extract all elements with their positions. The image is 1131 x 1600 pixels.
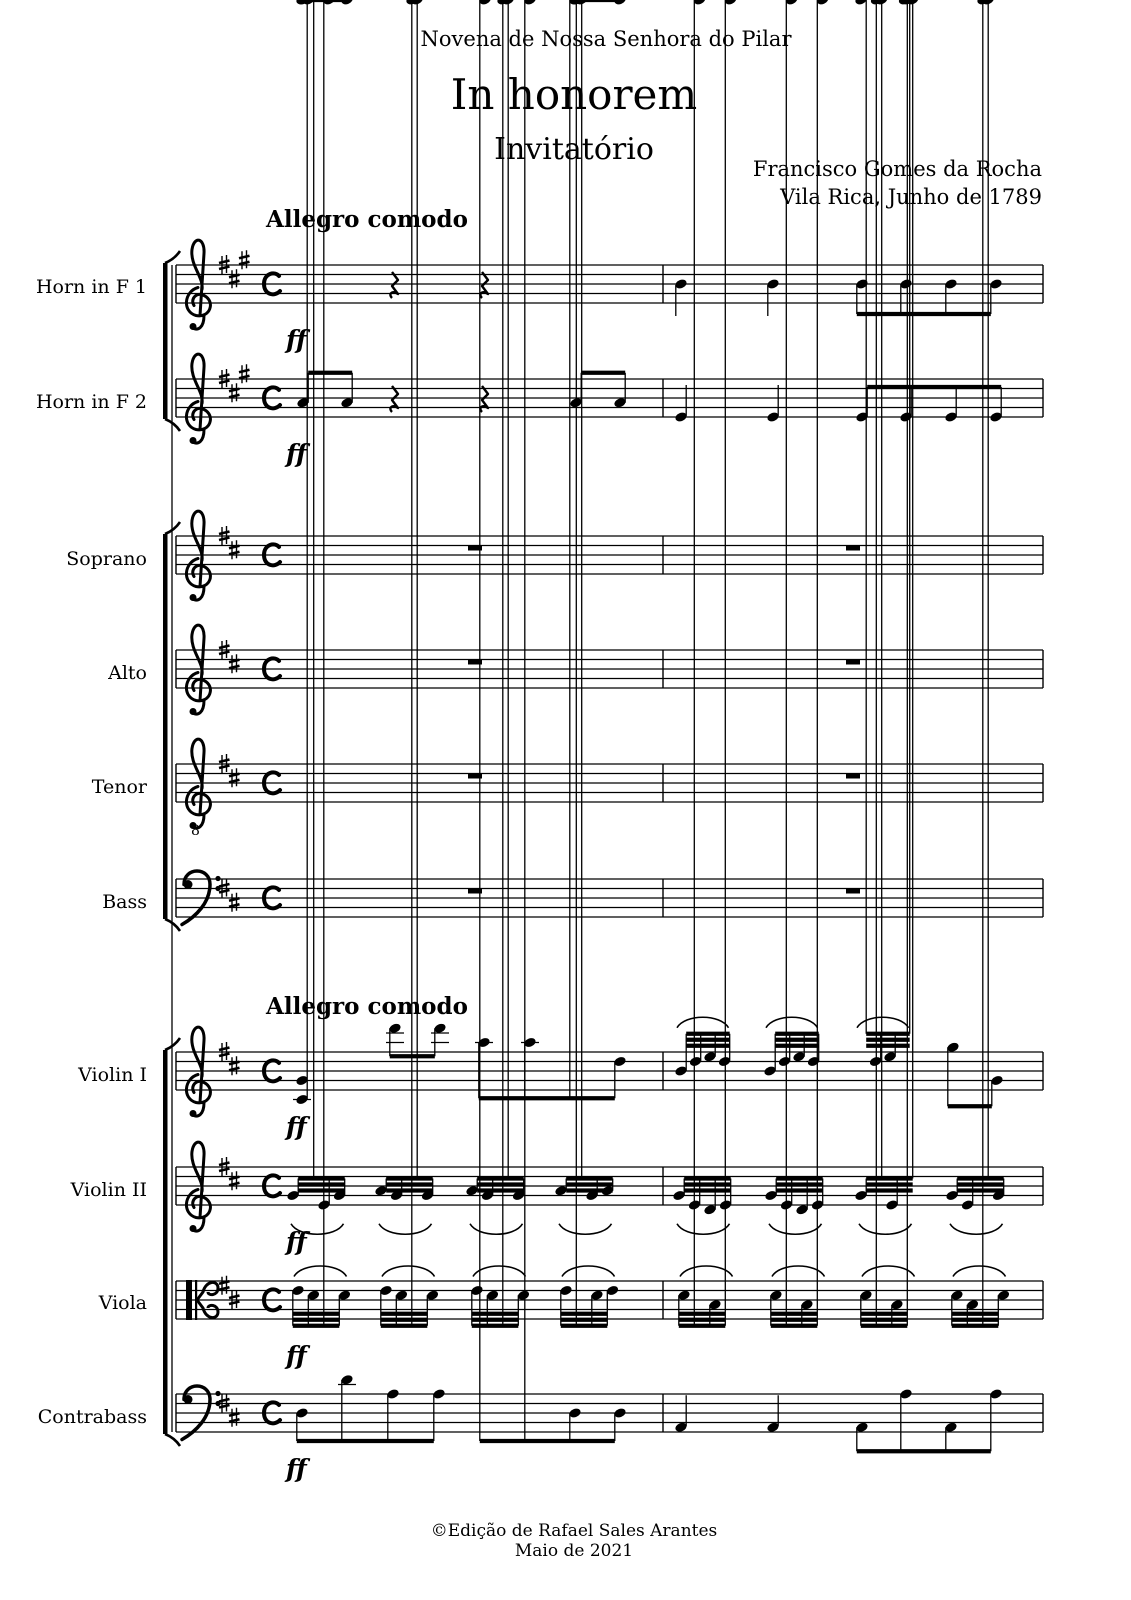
slur [772,1266,825,1277]
octave-mark: 8 [191,823,200,839]
date-place: Vila Rica, Junho de 1789 [780,185,1042,209]
treble-clef-icon [186,1027,210,1117]
voice-2-rests [468,660,860,665]
slur [473,1266,526,1277]
slur [470,1224,523,1235]
key-sharp [229,540,240,559]
bracket-hook [165,251,180,263]
composer: Francisco Gomes da Rocha [752,157,1042,181]
collection-title: Novena de Nossa Senhora do Pilar [420,27,792,51]
voice-3-rests [468,774,860,779]
viola-notes [291,0,1010,1326]
instrument-name-horn-1: Horn in F 1 [35,276,147,298]
key-sharp [229,768,240,787]
slur [382,1266,435,1277]
slur [769,1224,822,1235]
slur [379,1224,432,1235]
key-sharp [229,893,240,912]
slur [677,1224,730,1235]
instrument-name-contrabass: Contrabass [37,1406,147,1428]
tempo-marking-top: Allegro comodo [266,206,468,233]
instrument-name-bass: Bass [102,891,147,913]
instrument-name-soprano: Soprano [66,548,147,570]
staff-10 [176,1386,1043,1483]
violin-2-notes [286,0,1005,1234]
slur [862,1266,915,1277]
dynamic-marking: ff [286,1454,307,1483]
treble-clef-icon [186,739,210,829]
dynamic-marking: ff [286,1341,307,1370]
instrument-name-viola: Viola [98,1292,147,1314]
tempo-marking-strings: Allegro comodo [266,993,468,1020]
treble-clef-icon [186,240,210,330]
instrument-name-violin-1: Violin I [78,1064,147,1086]
dynamic-marking: ff [286,439,307,468]
whole-rest [846,660,860,665]
key-sharp [229,654,240,673]
key-sharp [239,364,250,383]
whole-rest [846,546,860,551]
horn-1-notes [296,0,1003,316]
bracket [163,534,168,919]
page-subtitle: Invitatório [494,132,654,167]
slur [953,1266,1006,1277]
voice-4-rests [468,889,860,894]
key-sharp [229,269,240,288]
slur [559,1224,612,1235]
slur [294,1266,347,1277]
key-sharp [229,1408,240,1427]
page-title: In honorem [450,70,698,119]
violin-1-notes [293,0,1004,1106]
slur [950,1224,1003,1235]
slur [857,1017,909,1028]
whole-rest [846,889,860,894]
key-sharp [219,1276,230,1295]
instrument-name-tenor: Tenor [91,776,147,798]
voice-1-rests [468,546,860,551]
dynamic-marking: ff [286,1112,307,1141]
key-sharp [229,383,240,402]
treble-clef-icon [186,1142,210,1232]
edition-credit: ©Edição de Rafael Sales Arantes [430,1521,718,1541]
slur [766,1017,818,1028]
instrument-name-horn-2: Horn in F 2 [35,391,147,413]
instrument-name-violin-2: Violin II [70,1179,147,1201]
treble-clef-icon [186,625,210,715]
slur [859,1224,912,1235]
note-head [613,0,627,6]
dynamic-marking: ff [286,1227,307,1256]
bracket [163,1050,168,1434]
system-brackets [163,251,180,1446]
treble-clef-icon [186,354,210,444]
bracket [163,263,168,419]
key-sharp [229,1056,240,1075]
treble-clef-icon [186,511,210,601]
slur [680,1266,733,1277]
dynamic-marking: ff [286,325,307,354]
whole-rest [846,774,860,779]
instrument-name-alto: Alto [108,662,147,684]
edition-date: Maio de 2021 [514,1541,634,1561]
slur [677,1017,729,1028]
key-sharp [239,250,250,269]
note-head [340,0,354,6]
bracket-hook [165,1434,180,1446]
slur [562,1266,615,1277]
key-sharp [229,1171,240,1190]
